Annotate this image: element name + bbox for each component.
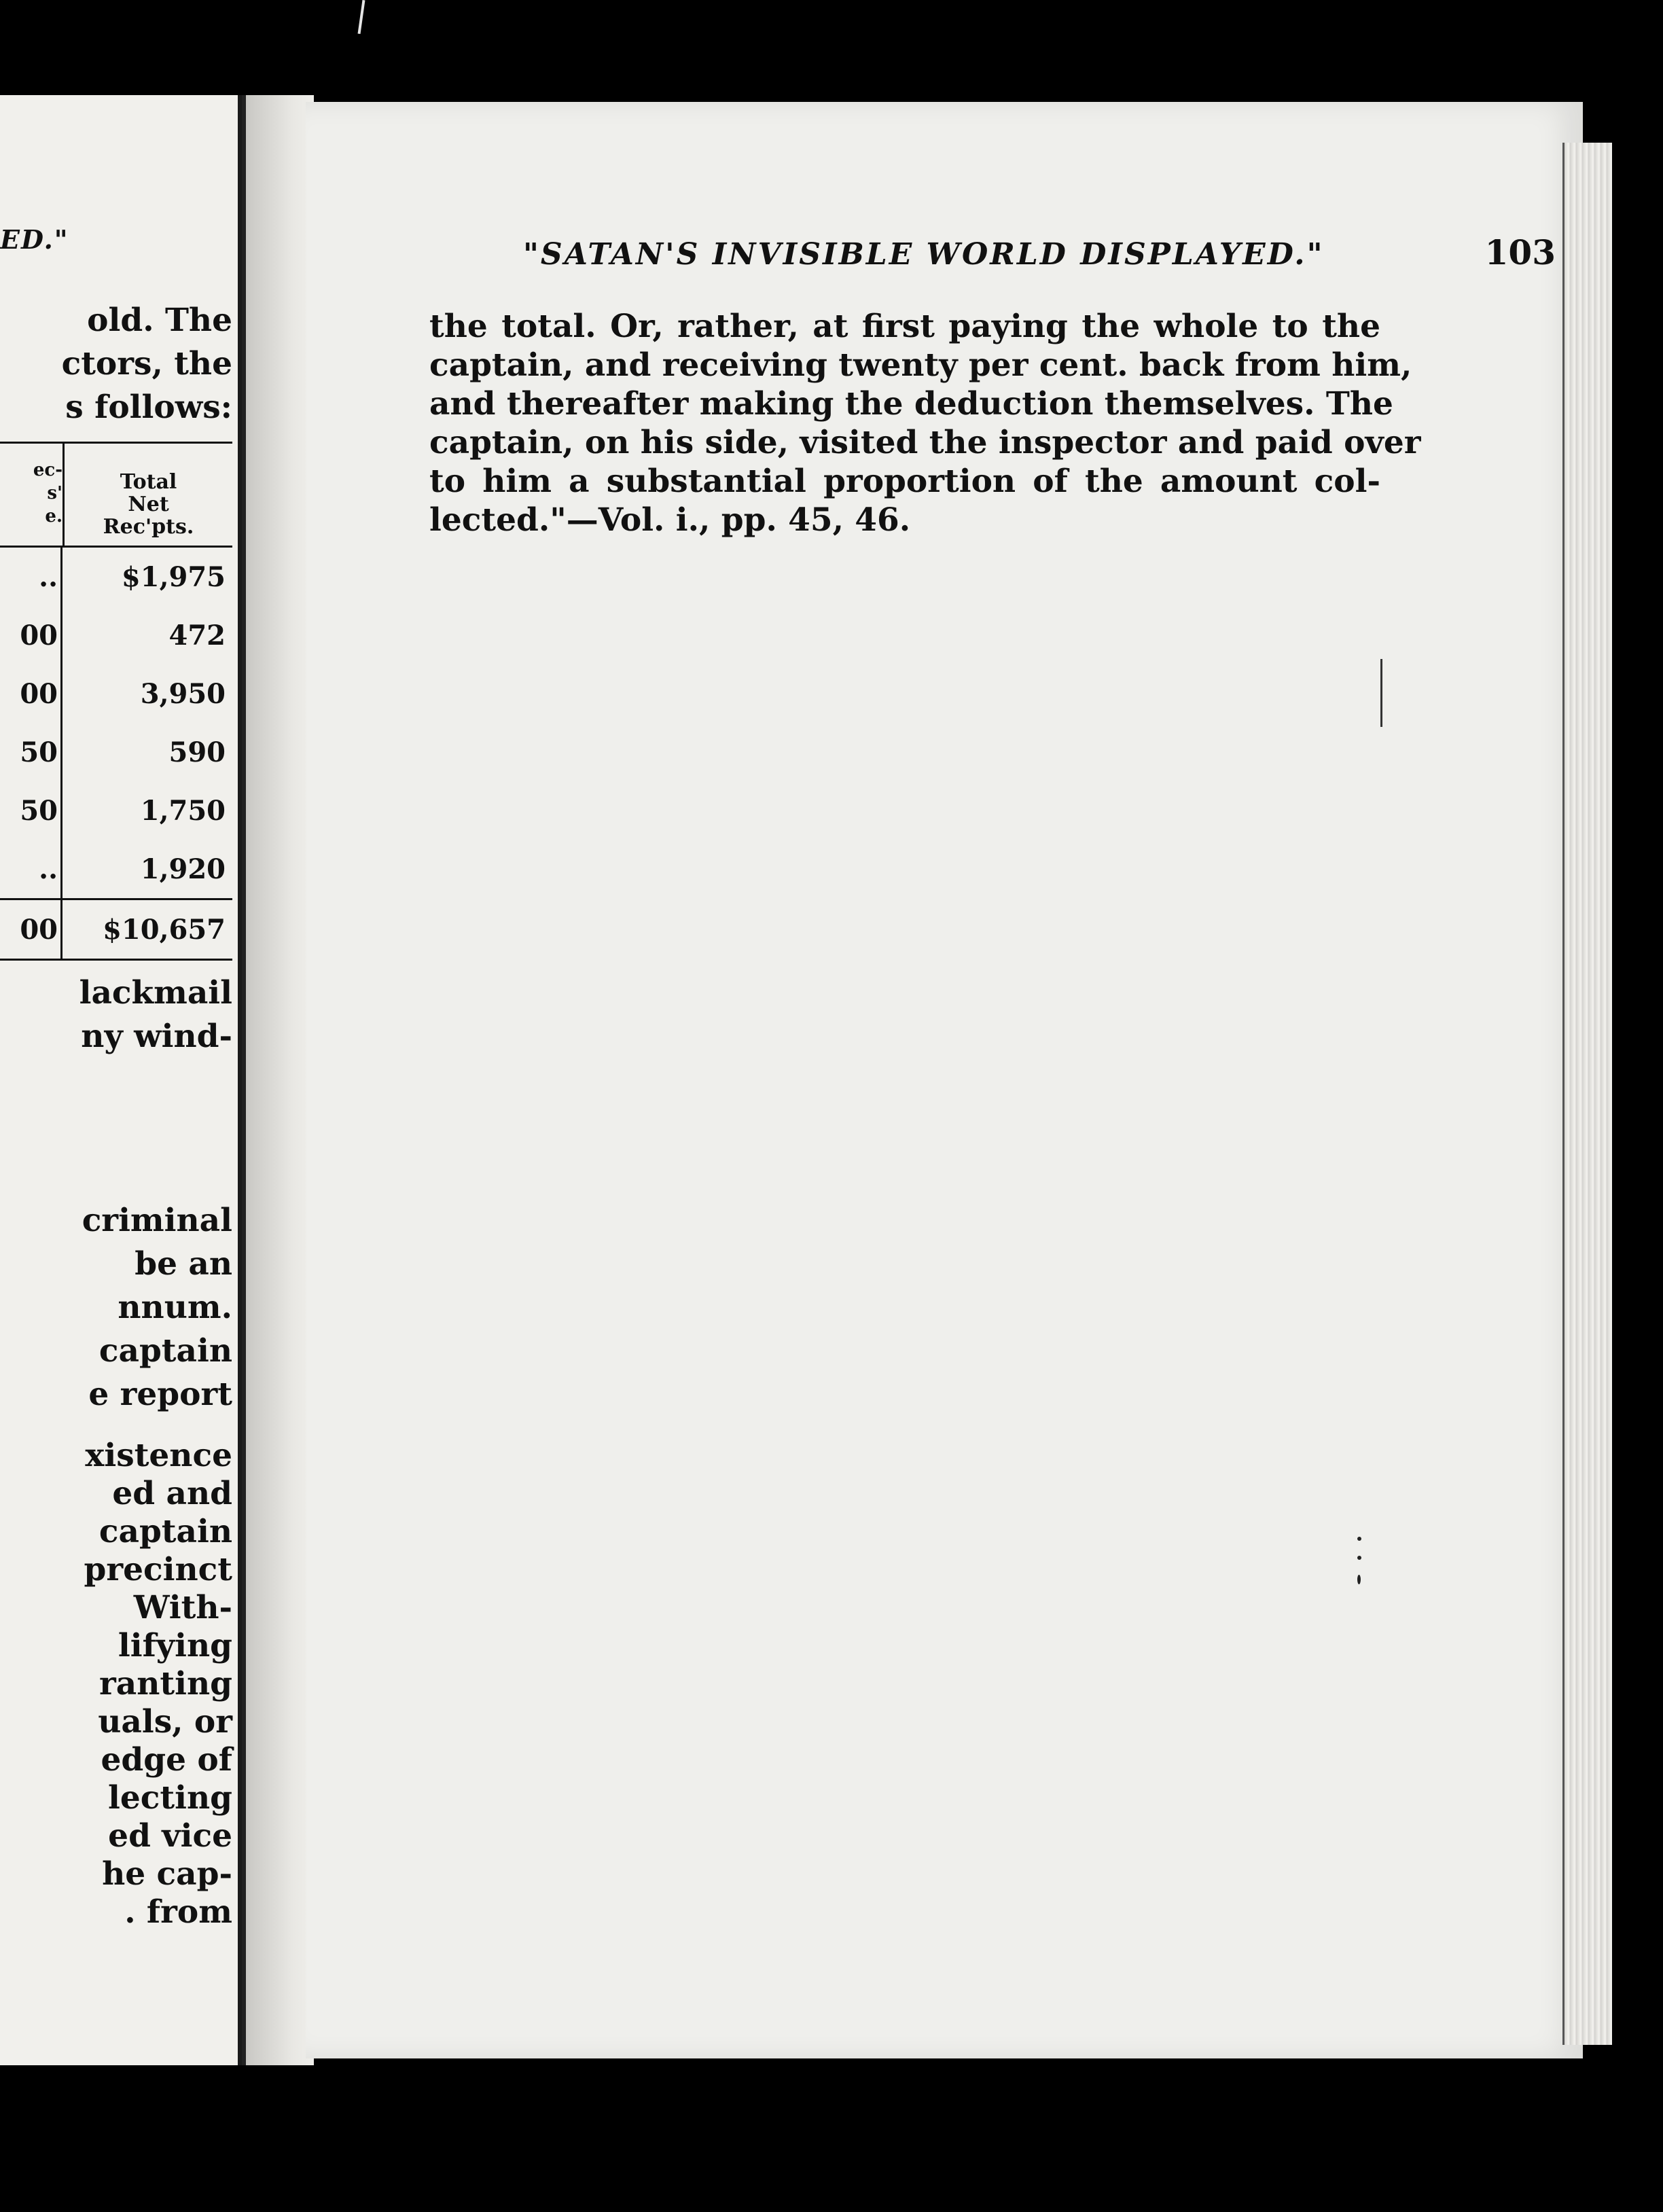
left-text-block-top — [62, 299, 232, 429]
body-line: captain, and receiving twenty per cent. back from him, — [429, 346, 1412, 384]
left-line: ed and — [112, 1475, 232, 1512]
right-page — [306, 102, 1583, 2058]
left-line: ranting — [99, 1665, 232, 1702]
table-cell: 3,950 — [140, 677, 226, 710]
column-header-total-net-receipts — [65, 444, 232, 546]
scan-artifact — [358, 0, 365, 34]
header-line: ec- — [33, 460, 62, 480]
receipts-table — [0, 442, 232, 961]
running-head — [523, 232, 1556, 272]
left-line: ctors, the — [61, 345, 232, 382]
left-line: e report — [88, 1376, 232, 1413]
left-line: s follows: — [65, 389, 232, 426]
header-line: e. — [45, 506, 62, 527]
table-total-row — [0, 898, 232, 961]
body-paragraph — [429, 307, 1421, 539]
margin-pencil-mark — [1380, 659, 1382, 727]
header-line: Rec'pts. — [103, 515, 194, 539]
left-line: uals, or — [98, 1703, 232, 1741]
body-line: to him a substantial proportion of the amount col- — [429, 463, 1380, 500]
left-line: lecting — [108, 1779, 232, 1817]
scan-speck — [1357, 1575, 1361, 1584]
header-line: Net — [128, 493, 169, 516]
table-cell: .. — [0, 840, 62, 898]
scan-speck — [1357, 1537, 1361, 1541]
left-line: xistence — [85, 1437, 232, 1474]
left-text-block-bottom — [84, 1437, 233, 1931]
header-line: s' — [47, 483, 62, 503]
table-cell: 00 — [0, 664, 62, 723]
left-line: lifying — [118, 1627, 232, 1664]
table-cell: $10,657 — [103, 913, 226, 946]
body-line: the total. Or, rather, at first paying the whole to the — [429, 308, 1380, 345]
book-gutter — [242, 95, 314, 2065]
table-cell: 472 — [168, 619, 226, 652]
left-line: nnum. — [118, 1289, 232, 1326]
table-header — [0, 444, 232, 548]
table-cell: 590 — [168, 736, 226, 768]
table-row — [0, 664, 232, 723]
left-line: ed vice — [108, 1817, 232, 1855]
running-head-title: "SATAN'S INVISIBLE WORLD DISPLAYED." — [523, 237, 1325, 272]
page-number: 103 — [1484, 232, 1556, 272]
table-row — [0, 548, 232, 606]
table-cell: .. — [0, 548, 62, 606]
scan-speck — [1357, 1556, 1361, 1560]
table-cell: 1,750 — [140, 794, 226, 827]
left-line: ny wind- — [81, 1018, 232, 1055]
table-row — [0, 840, 232, 898]
left-line: he cap- — [102, 1855, 232, 1893]
left-text-block-mid — [79, 971, 232, 1058]
table-cell: 1,920 — [140, 853, 226, 885]
left-line: . from — [124, 1893, 232, 1931]
left-line: With- — [133, 1589, 232, 1626]
left-line: captain — [99, 1332, 232, 1370]
left-page — [0, 95, 242, 2065]
body-line: and thereafter making the deduction themselves. The — [429, 385, 1393, 423]
table-row — [0, 781, 232, 840]
table-cell: 00 — [0, 606, 62, 664]
left-line: be an — [135, 1245, 232, 1283]
left-line: captain — [99, 1513, 232, 1550]
column-header-partial — [0, 444, 65, 546]
left-line: precinct — [84, 1551, 232, 1588]
table-cell: $1,975 — [121, 560, 226, 593]
left-running-head: ED." — [0, 224, 69, 255]
table-cell: 50 — [0, 723, 62, 781]
left-line: old. The — [87, 302, 232, 339]
table-cell: 50 — [0, 781, 62, 840]
body-line: lected."—Vol. i., pp. 45, 46. — [429, 501, 911, 539]
left-text-block-mid2 — [82, 1199, 232, 1416]
left-line: lackmail — [79, 974, 232, 1012]
left-line: criminal — [82, 1202, 232, 1239]
body-line: captain, on his side, visited the inspector and paid over — [429, 424, 1421, 461]
left-line: edge of — [101, 1741, 232, 1779]
table-row — [0, 606, 232, 664]
page-edges — [1562, 143, 1612, 2045]
table-row — [0, 723, 232, 781]
table-cell: 00 — [0, 900, 62, 959]
header-line: Total — [120, 470, 177, 494]
